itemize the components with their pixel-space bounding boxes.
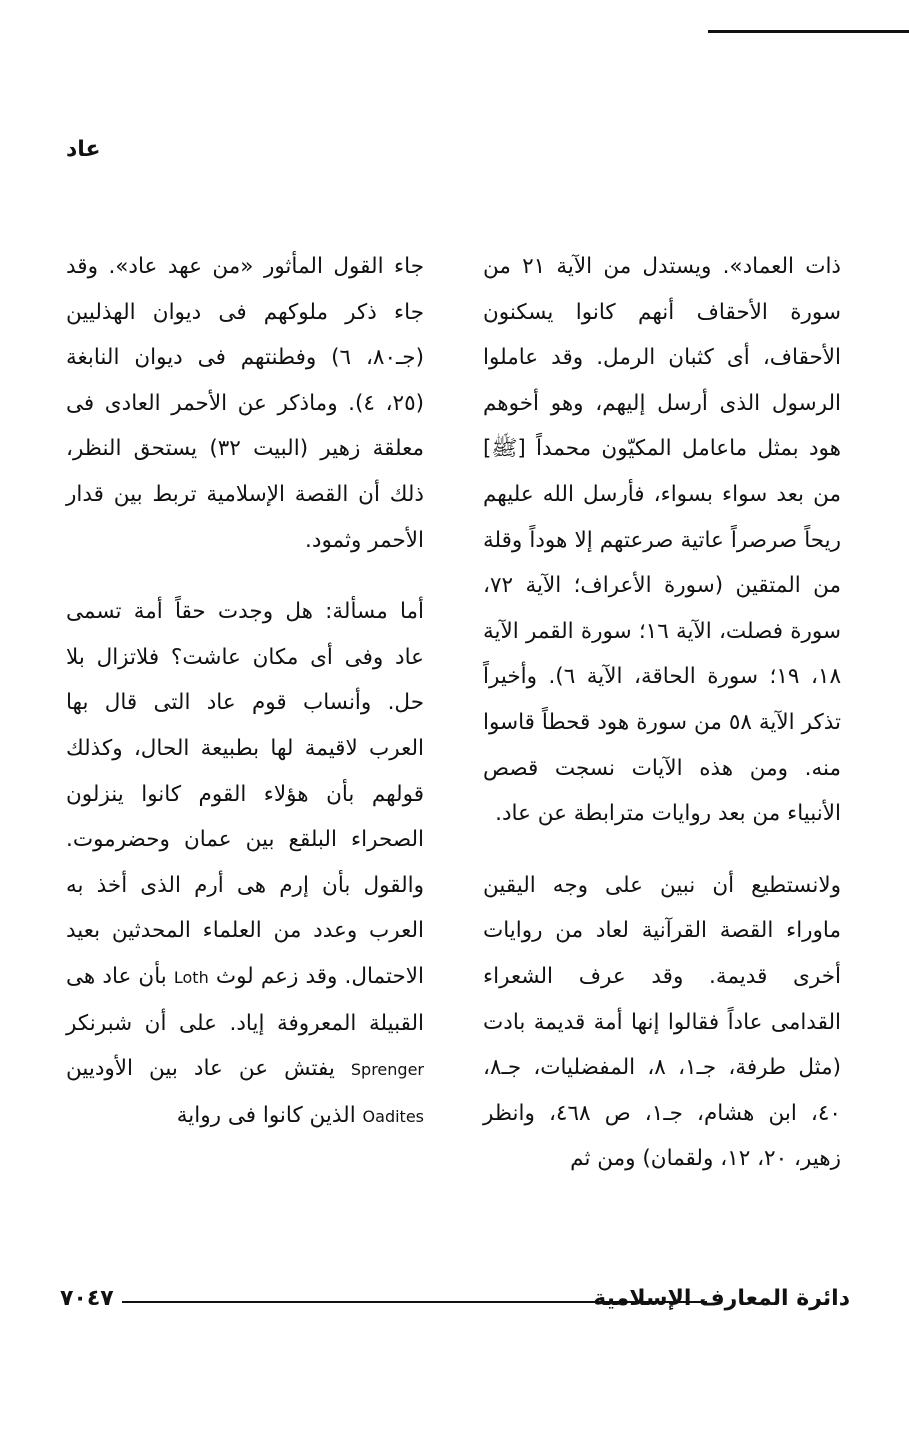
- left-column: [66, 244, 424, 1139]
- journal-title: دائرة المعارف الإسلامية: [593, 1286, 850, 1311]
- left-column-paragraph-1: جاء القول المأثور «من عهد عاد». وقد جاء ذكر ملوكهم فى ديوان الهذليين (جـ٨٠، ٦) وفطنتهم فى ديوان النابغة (٢٥، ٤). وماذكر عن الأحمر العادى فى معلقة زهير (البيت ٣٢) يستحق النظر، ذلك أن القصة الإسلامية تربط بين قدار الأحمر وثمود.: [66, 254, 425, 553]
- right-column: [483, 244, 841, 1182]
- left-column-text-b: بأن عاد هى القبيلة المعروفة إياد. على أن شبرنكر: [66, 963, 424, 1036]
- latin-term-loth: Loth: [173, 967, 209, 987]
- left-column-text-a: أما مسألة: هل وجدت حقاً أمة تسمى عاد وفى أى مكان عاشت؟ فلاتزال بلا حل. وأنساب قوم عاد التى قال بها العرب لاقيمة لها بطبيعة الحال، وكذلك قولهم بأن هؤلاء القوم كانوا ينزلون الصحراء البلقع بين عمان وحضرموت. والقول بأن إرم هى أرم الذى أخذ به العرب وعدد من العلماء المحدثين بعيد الاحتمال. وقد زعم لوث: [66, 599, 424, 989]
- left-column-text-c: يفتش عن عاد بين الأوديين: [66, 1056, 335, 1082]
- latin-term-sprenger: Sprenger: [350, 1060, 424, 1080]
- page-number: ٧٠٤٧: [60, 1286, 114, 1311]
- latin-term-oadites: Oadites: [362, 1106, 424, 1126]
- left-column-text-d: الذين كانوا فى رواية: [176, 1102, 356, 1128]
- right-column-paragraph-2: ولانستطيع أن نبين على وجه اليقين ماوراء القصة القرآنية لعاد من روايات أخرى قديمة. وقد عرف الشعراء القدامى عاداً فقالوا إنها أمة قديمة بادت (مثل طرفة، جـ١، ٨، المفضليات، جـ٨، ٤٠، ابن هشام، جـ١، ص ٤٦٨، وانظر زهير، ٢٠، ١٢، ولقمان) ومن ثم: [483, 872, 841, 1172]
- running-head: عاد: [66, 137, 101, 162]
- top-rule: [708, 30, 909, 33]
- left-column-paragraph-2: [66, 589, 424, 1139]
- page-footer: [60, 1286, 850, 1316]
- right-column-paragraph-1: ذات العماد». ويستدل من الآية ٢١ من سورة الأحقاف أنهم كانوا يسكنون الأحقاف، أى كثبان الرمل. وقد عاملوا الرسول الذى أرسل إليهم، وهو أخوهم هود بمثل ماعامل المكيّون محمداً [ﷺ] من بعد سواء بسواء، فأرسل الله عليهم ريحاً صرصراً عاتية صرعتهم إلا هوداً وقلة من المتقين (سورة الأعراف؛ الآية ٧٢، سورة فصلت، الآية ١٦؛ سورة القمر الآية ١٨، ١٩؛ سورة الحاقة، الآية ٦). وأخيراً تذكر الآية ٥٨ من سورة هود قحطاً قاسوا منه. ومن هذه الآيات نسجت قصص الأنبياء من بعد روايات مترابطة عن عاد.: [483, 254, 842, 827]
